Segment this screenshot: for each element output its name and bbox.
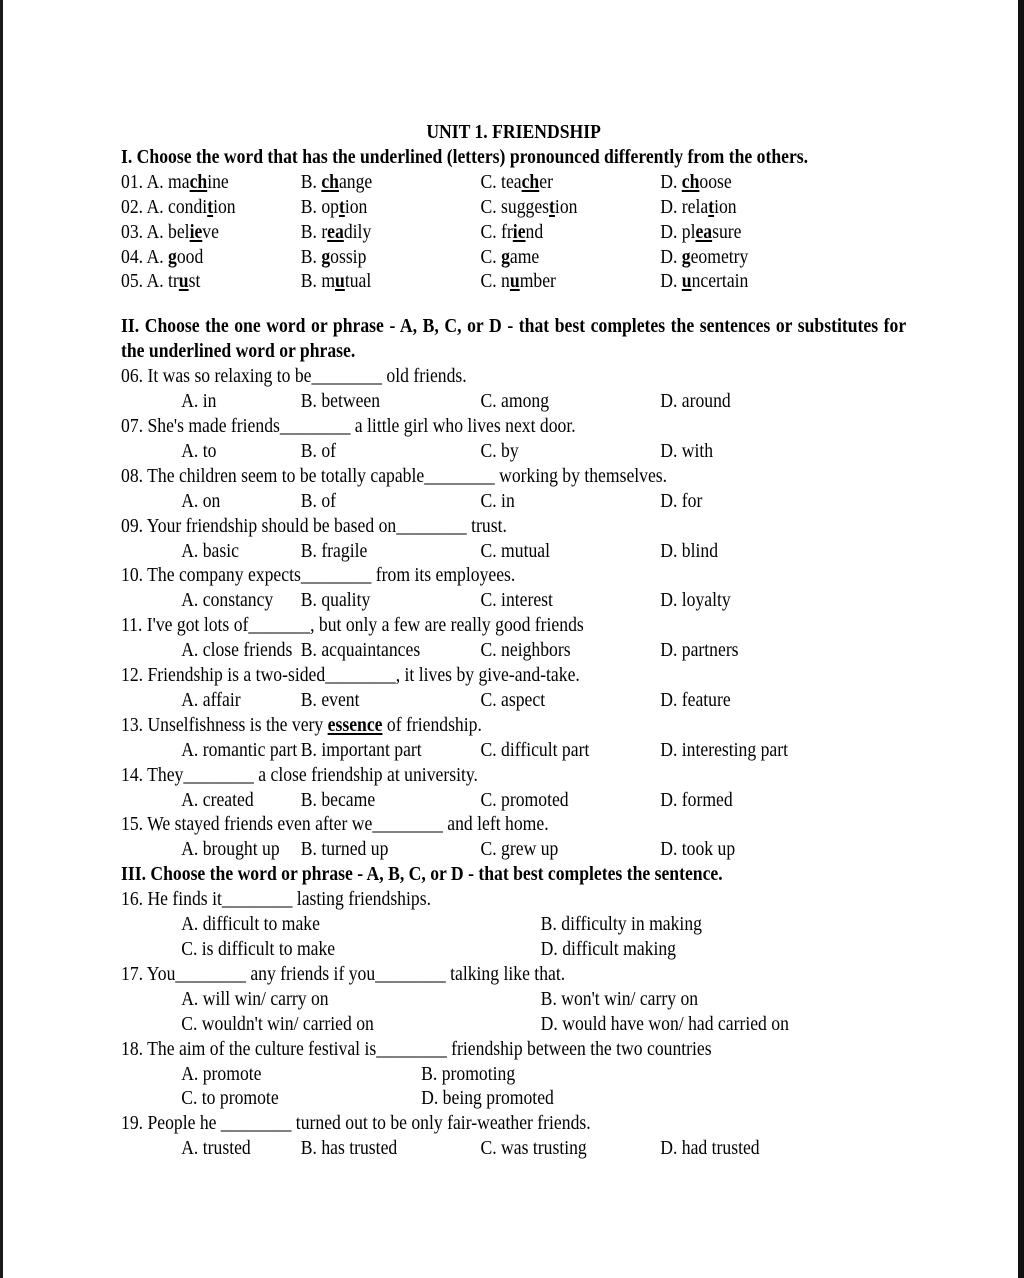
question-text: 08. The children seem to be totally capable________ working by themselves. [121, 464, 668, 487]
option-c: C. mutual [480, 539, 551, 562]
word-prefix: D. [660, 270, 682, 293]
pronunciation-item [121, 269, 906, 294]
question-text: 14. They________ a close friendship at university. [121, 763, 478, 786]
question [121, 763, 906, 813]
word-suffix: ange [338, 170, 373, 193]
section1-items [121, 170, 906, 295]
option-b: B. event [300, 688, 360, 711]
option-a: A. constancy [181, 589, 274, 612]
option-d: D. blind [660, 539, 719, 562]
underlined-letters-bold [682, 171, 700, 193]
option-b: B. won't win/ carry on [540, 987, 699, 1010]
word-prefix: C. tea [480, 170, 522, 193]
option-d: D. being promoted [421, 1087, 554, 1110]
item-number: 01. A. [121, 170, 169, 193]
underlined-letters: t [708, 195, 715, 218]
underlined-letters-bold [190, 221, 203, 243]
question-16 [121, 887, 906, 962]
option-c: C. promoted [480, 788, 569, 811]
options-row [121, 588, 906, 613]
options-row [121, 738, 906, 763]
option-d [660, 220, 906, 245]
option-c: C. to promote [181, 1087, 279, 1110]
option-b: B. of [300, 439, 336, 462]
page-left-border [0, 0, 3, 1278]
word-prefix: bel [168, 220, 190, 243]
option-b [301, 195, 481, 220]
page-right-border [1018, 0, 1024, 1278]
word-suffix: ion [213, 195, 236, 218]
option-a: A. romantic part [181, 738, 298, 761]
word-suffix: eometry [690, 245, 749, 268]
underlined-letters: ea [695, 220, 713, 243]
word-prefix: C. [480, 245, 502, 268]
option-c: C. was trusting [480, 1137, 587, 1160]
underlined-letters: g [681, 245, 691, 268]
option-c: C. among [480, 390, 550, 413]
word-prefix: D. [660, 170, 682, 193]
underlined-word-text: essence [327, 713, 383, 736]
underlined-letters: u [335, 270, 345, 293]
section2-heading: II. Choose the one word or phrase - A, B, C, or D - that best completes the sentences or substitutes for the underlined word or phrase. [121, 315, 907, 363]
underlined-letters: t [549, 195, 555, 218]
underlined-letters-bold [190, 171, 208, 193]
option-a: A. will win/ carry on [181, 987, 329, 1010]
word-suffix: nd [525, 220, 544, 243]
word-suffix: ine [207, 170, 229, 193]
question-18 [121, 1037, 906, 1112]
option-c [480, 269, 660, 294]
option-a [121, 245, 301, 270]
option-c: C. is difficult to make [181, 938, 336, 960]
option-a: A. trusted [181, 1137, 251, 1160]
option-a: A. to [181, 439, 217, 462]
underlined-letters: g [321, 245, 331, 268]
option-a: A. close friends [181, 639, 293, 662]
question [121, 414, 906, 464]
option-b: B. important part [300, 738, 422, 761]
question-text: 15. We stayed friends even after we________ and left home. [121, 813, 549, 836]
section2-questions [121, 364, 906, 862]
option-d: D. formed [660, 788, 733, 811]
pronunciation-item [121, 170, 906, 195]
word-suffix: ion [344, 195, 368, 218]
pronunciation-item [121, 195, 906, 220]
question-text-pre: 13. Unselfishness is the very [121, 713, 328, 736]
option-a [121, 220, 301, 245]
underlined-letters: u [178, 270, 189, 293]
word-suffix: ame [509, 245, 540, 268]
option-a: A. affair [181, 688, 241, 711]
underlined-letters-bold [510, 270, 520, 292]
option-c [480, 245, 660, 270]
options-row [121, 439, 906, 464]
underlined-letters: t [207, 195, 214, 218]
word-suffix: ion [714, 195, 737, 218]
item-number: 05. A. [121, 270, 169, 293]
option-c: C. difficult part [480, 738, 590, 761]
options-row [121, 788, 906, 813]
question-text-post: of friendship. [382, 713, 482, 736]
word-prefix: D. pl [660, 220, 696, 243]
pronunciation-item [121, 245, 906, 270]
option-c [480, 170, 660, 195]
option-a: A. basic [181, 539, 239, 562]
option-b [301, 245, 481, 270]
option-a: A. promote [181, 1062, 262, 1085]
option-b: B. between [300, 390, 381, 413]
option-d: D. with [660, 439, 714, 462]
underlined-letters-bold [168, 246, 177, 268]
options-row [121, 489, 906, 514]
question [121, 713, 906, 763]
option-d [660, 269, 906, 294]
option-d: D. feature [660, 688, 731, 711]
question-text: 11. I've got lots of_______, but only a few are really good friends [121, 614, 584, 637]
question [121, 464, 906, 514]
section1-heading: I. Choose the word that has the underlined (letters) pronounced differently from the others. [121, 145, 809, 168]
question [121, 812, 906, 862]
option-c: C. in [480, 489, 515, 512]
word-suffix: ossip [330, 245, 367, 268]
underlined-letters-bold [682, 246, 691, 268]
word-prefix: C. fr [480, 220, 513, 243]
option-d: D. loyalty [660, 589, 731, 612]
underlined-letters-bold [179, 270, 189, 292]
question-17 [121, 962, 906, 1037]
word-suffix: ood [176, 245, 204, 268]
option-a: A. brought up [181, 838, 280, 861]
item-number: 04. A. [121, 245, 169, 268]
option-d: D. had trusted [660, 1137, 760, 1160]
option-d: D. difficult making [540, 938, 676, 960]
word-prefix: tr [168, 270, 179, 293]
option-b: B. quality [300, 589, 371, 612]
word-prefix: D. rela [660, 195, 709, 218]
underlined-letters: ch [321, 170, 339, 193]
underlined-letters: ie [512, 220, 526, 243]
underlined-letters: ie [189, 220, 203, 243]
option-a [121, 195, 301, 220]
word-prefix: condi [168, 195, 208, 218]
question [121, 663, 906, 713]
section3-heading: III. Choose the word or phrase - A, B, C, or D - that best completes the sentence. [121, 863, 723, 886]
question-text: 06. It was so relaxing to be________ old friends. [121, 365, 467, 388]
underlined-letters: u [681, 270, 692, 293]
question-text: 07. She's made friends________ a little girl who lives next door. [121, 414, 576, 437]
option-d: D. interesting part [660, 738, 789, 761]
word-suffix: mber [519, 270, 556, 293]
page-title: UNIT 1. FRIENDSHIP [426, 121, 601, 143]
question-text: 09. Your friendship should be based on________ trust. [121, 514, 507, 537]
option-d [660, 170, 906, 195]
option-c: C. neighbors [480, 639, 571, 662]
option-d: D. took up [660, 838, 736, 861]
word-suffix: er [539, 170, 553, 193]
option-b [301, 269, 481, 294]
underlined-letters-bold [335, 270, 345, 292]
underlined-letters-bold [695, 221, 712, 243]
question-19 [121, 1111, 906, 1161]
options-row [121, 389, 906, 414]
word-suffix: sure [712, 220, 742, 243]
word-prefix: B. op [300, 195, 339, 218]
question-text: 19. People he ________ turned out to be only fair-weather friends. [121, 1112, 591, 1135]
underlined-letters-bold [327, 221, 344, 243]
option-b: B. turned up [300, 838, 389, 861]
word-prefix: B. r [300, 220, 328, 243]
option-c: C. by [480, 439, 519, 462]
question-text: 10. The company expects________ from its employees. [121, 564, 516, 587]
option-b: B. of [300, 489, 336, 512]
options-row [121, 638, 906, 663]
question [121, 613, 906, 663]
word-suffix: ve [202, 220, 219, 243]
underlined-letters-bold [321, 246, 330, 268]
word-suffix: st [188, 270, 201, 293]
option-b: B. difficulty in making [540, 913, 702, 936]
word-prefix: B. m [300, 270, 336, 293]
option-c [480, 195, 660, 220]
underlined-letters-bold [321, 171, 339, 193]
underlined-letters: ch [189, 170, 208, 193]
option-d: D. around [660, 390, 731, 413]
option-a [121, 170, 301, 195]
option-b [301, 220, 481, 245]
question-text [121, 713, 906, 738]
question [121, 563, 906, 613]
question-text: 16. He finds it________ lasting friendships. [121, 888, 431, 911]
options-row [121, 688, 906, 713]
underlined-letters: ch [521, 170, 540, 193]
option-a: A. in [181, 390, 217, 413]
option-c: C. wouldn't win/ carried on [181, 1012, 374, 1035]
option-a [121, 269, 301, 294]
underlined-letters-bold [513, 221, 526, 243]
item-number: 03. A. [121, 220, 169, 243]
option-b: B. fragile [300, 539, 368, 562]
word-suffix: ncertain [691, 270, 749, 293]
option-b [301, 170, 481, 195]
option-b: B. promoting [421, 1062, 516, 1085]
underlined-letters-bold [501, 246, 510, 268]
options-row [121, 539, 906, 564]
option-c: C. aspect [480, 688, 546, 711]
worksheet [121, 120, 907, 1161]
option-b: B. has trusted [300, 1137, 398, 1160]
word-prefix: D. [660, 245, 682, 268]
word-suffix: ion [554, 195, 578, 218]
word-suffix: oose [699, 170, 732, 193]
option-d: D. partners [660, 639, 739, 662]
underlined-letters: u [509, 270, 520, 293]
option-d [660, 195, 906, 220]
option-c: C. grew up [480, 838, 559, 861]
underlined-letters-bold [682, 270, 692, 292]
underlined-word [328, 714, 383, 736]
option-d [660, 245, 906, 270]
option-a: A. on [181, 489, 221, 512]
option-d: D. would have won/ had carried on [540, 1012, 789, 1035]
question [121, 364, 906, 414]
question-text: 18. The aim of the culture festival is________ friendship between the two countries [121, 1037, 712, 1060]
option-b: B. became [300, 788, 376, 811]
option-d: D. for [660, 489, 703, 512]
word-suffix: tual [344, 270, 372, 293]
option-a: A. difficult to make [181, 913, 320, 936]
pronunciation-item [121, 220, 906, 245]
underlined-letters: g [168, 245, 177, 268]
word-prefix: B. [300, 170, 322, 193]
question-text: 12. Friendship is a two-sided________, it lives by give-and-take. [121, 664, 580, 687]
question [121, 514, 906, 564]
option-a: A. created [181, 788, 254, 811]
underlined-letters: t [338, 195, 345, 218]
underlined-letters: g [501, 245, 510, 268]
word-prefix: C. sugges [480, 195, 550, 218]
word-prefix: C. n [480, 270, 510, 293]
option-c [480, 220, 660, 245]
option-b: B. acquaintances [300, 639, 421, 662]
item-number: 02. A. [121, 195, 169, 218]
underlined-letters: ch [681, 170, 700, 193]
question-text: 17. You________ any friends if you________ talking like that. [121, 962, 566, 985]
option-c: C. interest [480, 589, 553, 612]
underlined-letters: ea [327, 220, 344, 243]
word-prefix: ma [168, 170, 190, 193]
underlined-letters-bold [522, 171, 540, 193]
word-suffix: dily [343, 220, 372, 243]
options-row [121, 837, 906, 862]
word-prefix: B. [300, 245, 322, 268]
